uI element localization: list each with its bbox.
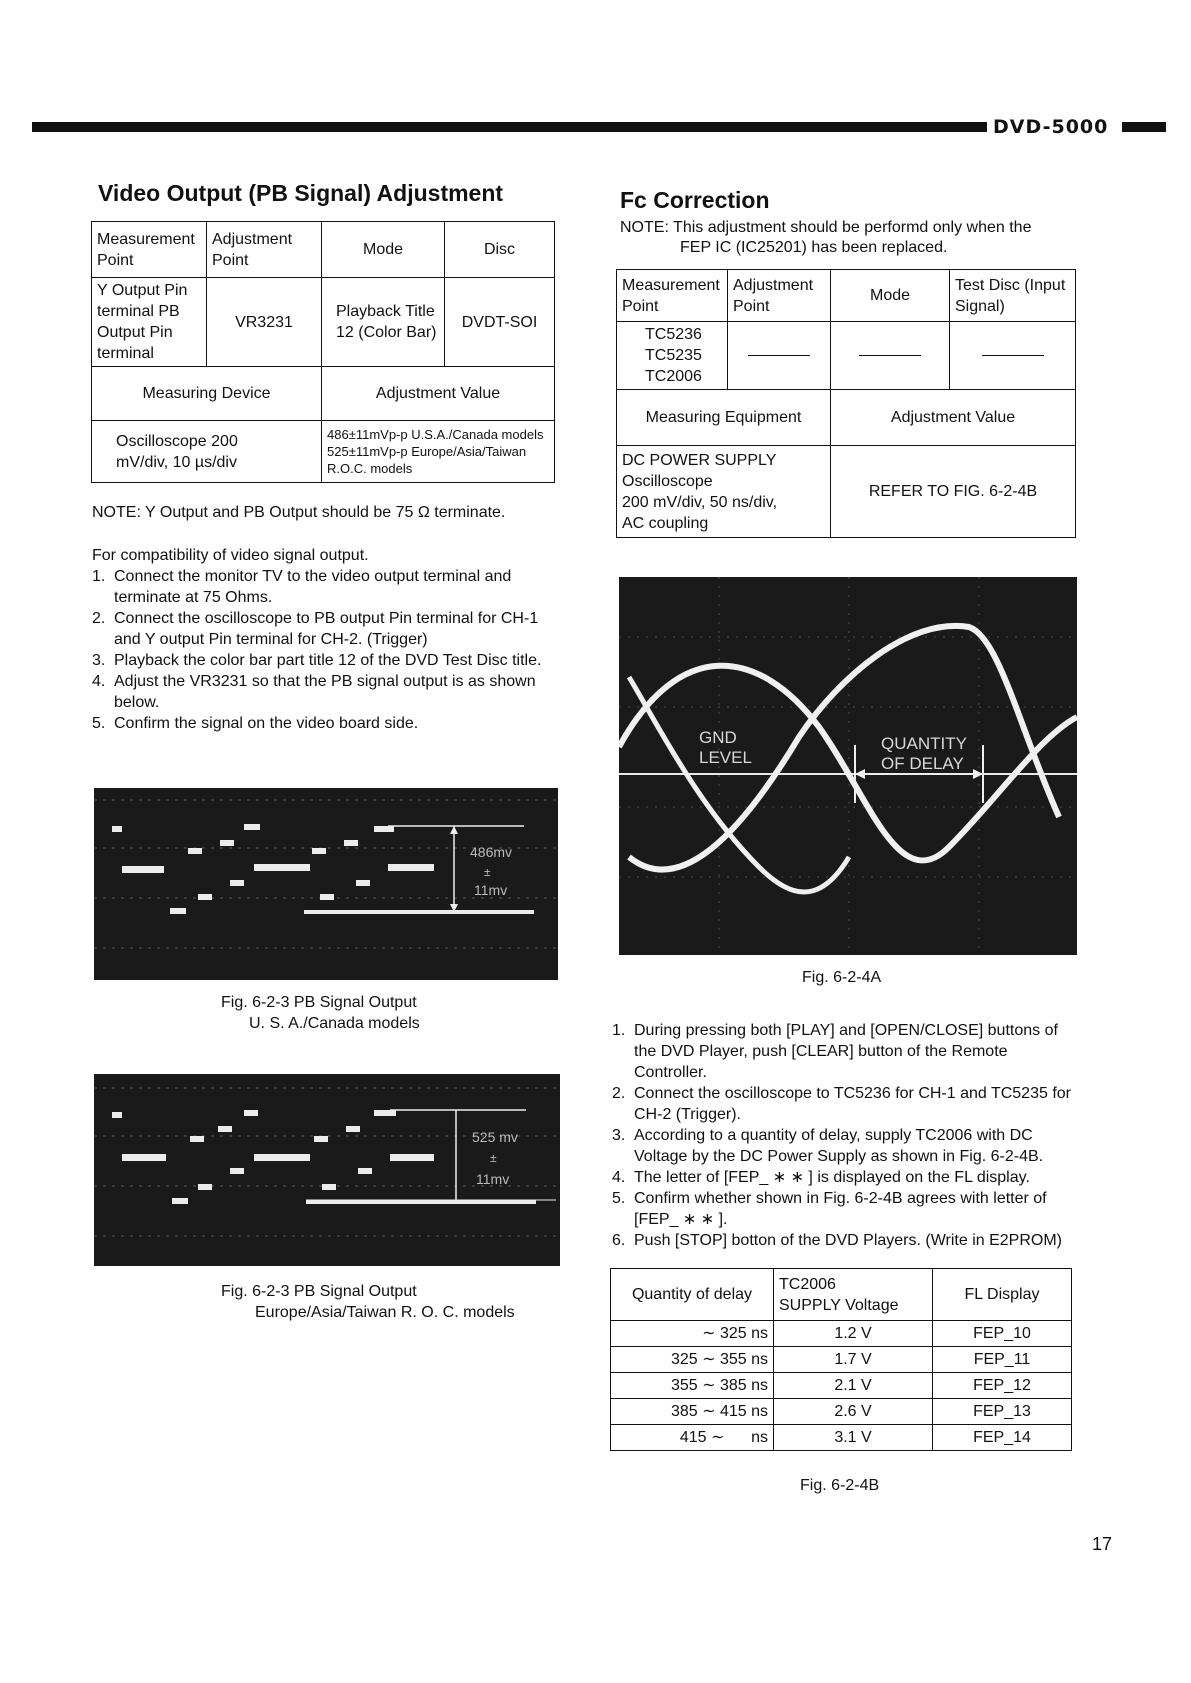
table-row: 355 ∼ 385 ns 2.1 V FEP_12 xyxy=(611,1373,1072,1399)
cell-fc-mode xyxy=(831,322,950,390)
cell-fc-h-disc: Test Disc (Input Signal) xyxy=(950,270,1076,322)
list-item: 1. During pressing both [PLAY] and [OPEN/CLOSE] buttons of the DVD Player, push [CLEAR] button of the Remote Controller. xyxy=(612,1022,1058,1081)
fig1-label-top: 486mv xyxy=(470,844,513,860)
page-number: 17 xyxy=(1092,1534,1113,1554)
fig2-label-top: 525 mv xyxy=(472,1129,518,1145)
list-item: 3. Playback the color bar part title 12 of the DVD Test Disc title. xyxy=(92,652,542,669)
cell-h-device: Measuring Device xyxy=(92,367,322,421)
cell-fc-disc xyxy=(950,322,1076,390)
list-item: 4. The letter of [FEP_ ∗ ∗ ] is displayed on the FL display. xyxy=(612,1169,1030,1186)
cell-fc-value: REFER TO FIG. 6-2-4B xyxy=(831,446,1076,538)
left-steps xyxy=(92,566,562,734)
cell-measurement: Y Output Pin terminal PB Output Pin terminal xyxy=(92,278,207,367)
header-rule-end xyxy=(1122,122,1166,132)
cell-fc-equipment: DC POWER SUPPLY Oscilloscope 200 mV/div, 50 ns/div, AC coupling xyxy=(617,446,831,538)
oscilloscope-trace-fc xyxy=(619,577,1077,955)
delay-table xyxy=(610,1268,1072,1451)
right-section-title: Fc Correction xyxy=(620,187,770,213)
cell-h-fl: FL Display xyxy=(933,1269,1072,1321)
cell-disc: DVDT-SOI xyxy=(445,278,555,367)
fc-correction-table xyxy=(616,269,1076,538)
cell-h-qty: Quantity of delay xyxy=(611,1269,774,1321)
left-section-title: Video Output (PB Signal) Adjustment xyxy=(98,180,504,206)
table-row: 325 ∼ 355 ns 1.7 V FEP_11 xyxy=(611,1347,1072,1373)
cell-fc-points: TC5236 TC5235 TC2006 xyxy=(617,322,728,390)
cell-adjustment: VR3231 xyxy=(207,278,322,367)
cell-fc-adjustment xyxy=(728,322,831,390)
video-adjustment-table xyxy=(91,221,555,483)
oscilloscope-figure-us xyxy=(94,788,558,980)
value-line-1: 486±11mVp-p U.S.A./Canada models xyxy=(327,427,544,442)
cell-device: Oscilloscope 200 mV/div, 10 µs/div xyxy=(92,421,322,483)
cell-h-measurement: Measurement Point xyxy=(92,222,207,278)
table-row: ∼ 325 ns 1.2 V FEP_10 xyxy=(611,1321,1072,1347)
cell-h-disc: Disc xyxy=(445,222,555,278)
oscilloscope-trace-us xyxy=(94,788,558,980)
fig1-label-bot: 11mv xyxy=(474,882,508,898)
list-item: 2. Connect the oscilloscope to PB output Pin terminal for CH-1 and Y output Pin terminal for CH-2. (Trigger) xyxy=(92,610,539,648)
value-line-2: 525±11mVp-p Europe/Asia/Taiwan xyxy=(327,444,527,459)
right-note-1: NOTE: This adjustment should be performd only when the xyxy=(620,219,1032,236)
cell-fc-h-equipment: Measuring Equipment xyxy=(617,390,831,446)
fig1-caption: Fig. 6-2-3 PB Signal Output U. S. A./Canada models xyxy=(221,994,420,1032)
left-note: NOTE: Y Output and PB Output should be 75 Ω terminate. xyxy=(92,504,506,521)
fc-label-gnd-2: LEVEL xyxy=(699,748,752,767)
fig2-label-pm: ± xyxy=(490,1151,497,1165)
oscilloscope-trace-eu xyxy=(94,1074,560,1266)
model-name: DVD-5000 xyxy=(993,116,1109,138)
list-item: 4. Adjust the VR3231 so that the PB signal output is as shown below. xyxy=(92,673,536,711)
table-row: 385 ∼ 415 ns 2.6 V FEP_13 xyxy=(611,1399,1072,1425)
value-line-3: R.O.C. models xyxy=(327,461,413,476)
fc-label-qty-1: QUANTITY xyxy=(881,734,967,753)
fig1-label-pm: ± xyxy=(484,865,491,879)
cell-fc-h-measurement: Measurement Point xyxy=(617,270,728,322)
table-row: 415 ∼ ns 3.1 V FEP_14 xyxy=(611,1425,1072,1451)
cell-fc-h-mode: Mode xyxy=(831,270,950,322)
cell-fc-h-adjustment: Adjustment Point xyxy=(728,270,831,322)
list-item: 1. Connect the monitor TV to the video output terminal and terminate at 75 Ohms. xyxy=(92,568,512,606)
cell-h-mode: Mode xyxy=(322,222,445,278)
fc-label-gnd-1: GND xyxy=(699,728,737,747)
list-item: 5. Confirm whether shown in Fig. 6-2-4B agrees with letter of [FEP_ ∗ ∗ ]. xyxy=(612,1190,1047,1228)
list-item: 5. Confirm the signal on the video board side. xyxy=(92,715,419,732)
fig2-caption: Fig. 6-2-3 PB Signal Output Europe/Asia/Taiwan R. O. C. models xyxy=(221,1283,515,1321)
cell-h-supply: TC2006 SUPPLY Voltage xyxy=(774,1269,933,1321)
cell-fc-h-value: Adjustment Value xyxy=(831,390,1076,446)
list-item: 2. Connect the oscilloscope to TC5236 for CH-1 and TC5235 for CH-2 (Trigger). xyxy=(612,1085,1071,1123)
fig2-label-bot: 11mv xyxy=(476,1171,510,1187)
cell-h-value: Adjustment Value xyxy=(322,367,555,421)
fig-6-2-4b-caption: Fig. 6-2-4B xyxy=(800,1477,880,1494)
right-note-2: FEP IC (IC25201) has been replaced. xyxy=(680,239,948,256)
oscilloscope-figure-eu xyxy=(94,1074,560,1266)
cell-h-adjustment: Adjustment Point xyxy=(207,222,322,278)
header-rule xyxy=(32,122,987,132)
left-intro: For compatibility of video signal output. xyxy=(92,547,369,564)
cell-mode: Playback Title 12 (Color Bar) xyxy=(322,278,445,367)
right-steps xyxy=(612,1020,1076,1251)
cell-value xyxy=(322,421,555,483)
fig-6-2-4a-caption: Fig. 6-2-4A xyxy=(802,969,882,986)
list-item: 6. Push [STOP] botton of the DVD Players. (Write in E2PROM) xyxy=(612,1232,1063,1249)
list-item: 3. According to a quantity of delay, supply TC2006 with DC Voltage by the DC Power Supply as shown in Fig. 6-2-4B. xyxy=(612,1127,1044,1165)
fc-label-qty-2: OF DELAY xyxy=(881,754,964,773)
oscilloscope-figure-fc xyxy=(619,577,1077,955)
